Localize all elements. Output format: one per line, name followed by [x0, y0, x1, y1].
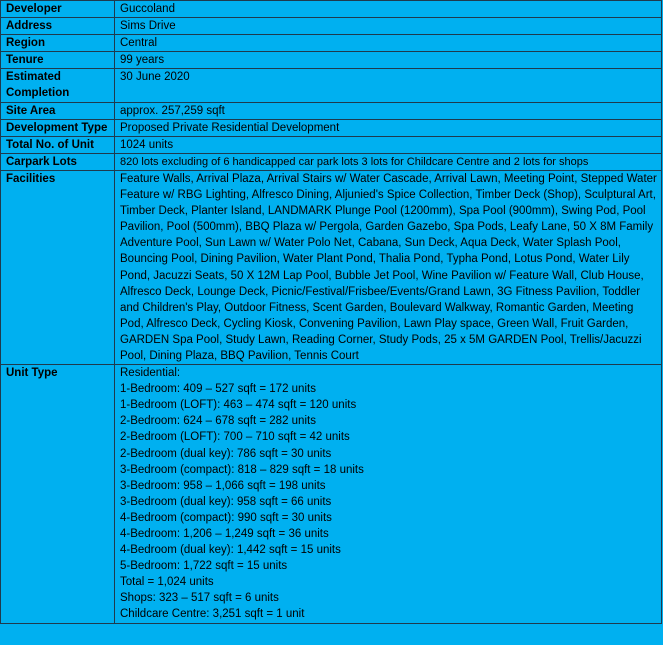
unit-type-list [115, 365, 662, 624]
table-row [1, 365, 662, 624]
table-row [1, 136, 662, 153]
row-label-facilities: Facilities [1, 170, 115, 364]
unit-type-line: Shops: 323 – 517 sqft = 6 units [120, 592, 279, 605]
row-value-site-area: approx. 257,259 sqft [115, 102, 662, 119]
table-row [1, 102, 662, 119]
table-row [1, 52, 662, 69]
table-row [1, 1, 662, 18]
row-value-tenure: 99 years [115, 52, 662, 69]
row-label-unit-type: Unit Type [1, 365, 115, 624]
table-row [1, 170, 662, 364]
row-label-tenure: Tenure [1, 52, 115, 69]
row-label-estimated-completion: Estimated Completion [1, 69, 115, 102]
table-row [1, 35, 662, 52]
table-row [1, 119, 662, 136]
row-value-estimated-completion: 30 June 2020 [115, 69, 662, 102]
unit-type-line: 5-Bedroom: 1,722 sqft = 15 units [120, 560, 288, 573]
table-row [1, 69, 662, 102]
unit-type-line: 2-Bedroom (LOFT): 700 – 710 sqft = 42 units [120, 431, 350, 444]
row-label-site-area: Site Area [1, 102, 115, 119]
row-label-address: Address [1, 18, 115, 35]
row-value-total-units: 1024 units [115, 136, 662, 153]
unit-type-line: 4-Bedroom (compact): 990 sqft = 30 units [120, 511, 332, 524]
row-value-facilities: Feature Walls, Arrival Plaza, Arrival Stairs w/ Water Cascade, Arrival Lawn, Meeting Point, Stepped Water Feature w/ RBG Lighting, Alfresco Dining, Aljunied's Spice Collection, Timber Deck (Shop), Sculptural Art, Timber Deck, Planter Island, LANDMARK Plunge Pool (1200mm), Spa Pool (900mm), Swing Pod, Pool Pavilion, Pool (500mm), BBQ Plaza w/ Pergola, Garden Gazebo, Spa Pods, Leafy Lane, 50 X 8M Family Adventure Pool, Sun Lawn w/ Water Polo Net, Cabana, Sun Deck, Aqua Deck, Water Splash Pool, Bouncing Pool, Dining Pavilion, Water Plant Pond, Thalia Pond, Typha Pond, Lotus Pond, Water Lily Pond, Jacuzzi Seats, 50 X 12M Lap Pool, Bubble Jet Pool, Wine Pavilion w/ Feature Wall, Club House, Alfresco Deck, Lounge Deck, Picnic/Festival/Frisbee/Events/Grand Lawn, 3G Fitness Pavilion, Toddler and Children's Play, Outdoor Fitness, Scent Garden, Boulevard Walkway, Romantic Garden, Meeting Pod, Alfresco Deck, Cycling Kiosk, Convening Pavilion, Lawn Play space, Green Wall, Fruit Garden, GARDEN Spa Pool, Study Lawn, Reading Corner, Study Pods, 25 x 5M GARDEN Pool, Trellis/Jacuzzi Pool, Dining Plaza, BBQ Pavilion, Tennis Court [115, 170, 662, 364]
unit-type-line: 3-Bedroom (dual key): 958 sqft = 66 units [120, 495, 332, 508]
row-label-carpark-lots: Carpark Lots [1, 153, 115, 170]
row-value-carpark-lots: 820 lots excluding of 6 handicapped car park lots 3 lots for Childcare Centre and 2 lots for shops [115, 153, 662, 170]
unit-type-line: Total = 1,024 units [120, 576, 214, 589]
row-label-developer: Developer [1, 1, 115, 18]
row-label-region: Region [1, 35, 115, 52]
table-row [1, 18, 662, 35]
row-label-development-type: Development Type [1, 119, 115, 136]
row-value-region: Central [115, 35, 662, 52]
unit-type-line: 2-Bedroom (dual key): 786 sqft = 30 units [120, 447, 332, 460]
unit-type-line: 2-Bedroom: 624 – 678 sqft = 282 units [120, 415, 316, 428]
table-row [1, 153, 662, 170]
row-value-development-type: Proposed Private Residential Development [115, 119, 662, 136]
unit-type-line: 3-Bedroom: 958 – 1,066 sqft = 198 units [120, 479, 326, 492]
unit-type-line: Childcare Centre: 3,251 sqft = 1 unit [120, 608, 305, 621]
row-label-total-units: Total No. of Unit [1, 136, 115, 153]
unit-type-line: 4-Bedroom: 1,206 – 1,249 sqft = 36 units [120, 528, 329, 540]
unit-type-line: 4-Bedroom (dual key): 1,442 sqft = 15 units [120, 544, 341, 557]
unit-type-line: Residential: [120, 367, 181, 380]
unit-type-line: 1-Bedroom (LOFT): 463 – 474 sqft = 120 units [120, 399, 357, 412]
row-value-address: Sims Drive [115, 18, 662, 35]
row-value-developer: Guccoland [115, 1, 662, 18]
unit-type-line: 3-Bedroom (compact): 818 – 829 sqft = 18 units [120, 463, 364, 476]
unit-type-line: 1-Bedroom: 409 – 527 sqft = 172 units [120, 383, 316, 396]
